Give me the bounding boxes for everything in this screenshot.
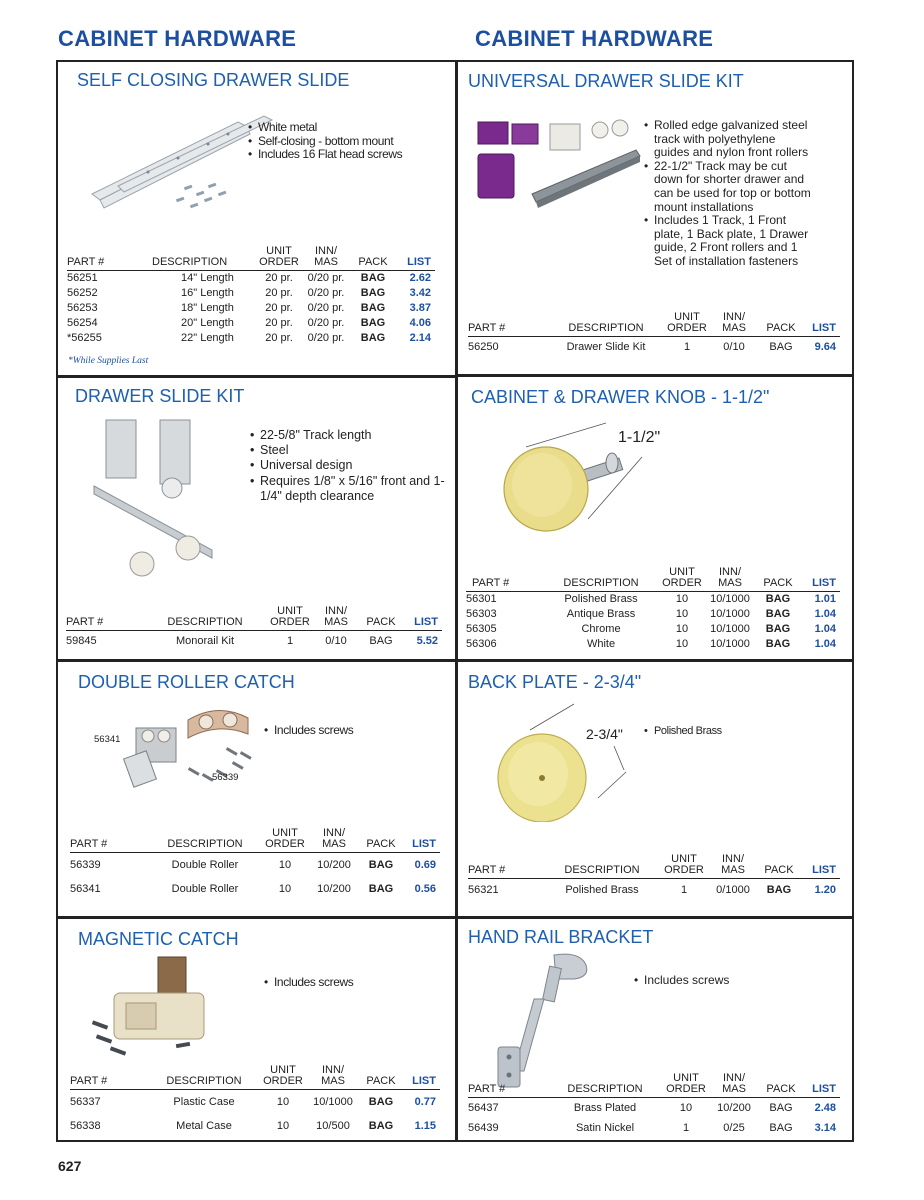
col-list: LIST [802, 312, 840, 337]
col-pack: PACK [760, 1073, 802, 1098]
col-list: LIST [800, 854, 840, 879]
col-unit-order: UNIT ORDER [268, 606, 312, 631]
product-table [468, 854, 840, 901]
col-list: LIST [395, 246, 435, 271]
col-part: PART # [67, 246, 147, 271]
panel-universal-drawer-slide-kit [458, 62, 852, 373]
panel-title: BACK PLATE - 2-3/4" [468, 672, 642, 692]
col-unit-order: UNIT ORDER [664, 1073, 708, 1098]
col-list: LIST [800, 567, 840, 592]
table-row: 59845 Monorail Kit 1 0/10 BAG 5.52 [66, 634, 438, 647]
feature-bullets [644, 725, 824, 739]
col-pack: PACK [760, 312, 802, 337]
callout-label: 56339 [212, 772, 239, 783]
dimension-label: 1-1/2" [618, 429, 661, 446]
table-row: 56341 Double Roller 10 10/200 BAG 0.56 [70, 882, 436, 895]
table-row: 56251 14" Length 20 pr. 0/20 pr. BAG 2.62 [67, 272, 431, 285]
col-inn-mas: INN/ MAS [306, 1065, 360, 1090]
col-pack: PACK [360, 1065, 402, 1090]
panel-title: MAGNETIC CATCH [78, 929, 239, 949]
dimension-label: 2-3/4" [586, 726, 623, 742]
magnetic-catch-image [86, 953, 256, 1063]
col-unit-order: UNIT ORDER [666, 312, 708, 337]
col-inn-mas: INN/ MAS [708, 312, 760, 337]
knob-image [502, 417, 672, 537]
col-list: LIST [802, 1073, 840, 1098]
table-row: 56337 Plastic Case 10 10/1000 BAG 0.77 [70, 1095, 436, 1108]
col-inn-mas: INN/ MAS [301, 246, 351, 271]
table-row: 56305 Chrome 10 10/1000 BAG 1.04 [466, 623, 836, 635]
col-pack: PACK [360, 828, 402, 853]
panel-cabinet-drawer-knob [458, 377, 852, 658]
panel-drawer-slide-kit [58, 378, 454, 658]
col-inn-mas: INN/ MAS [708, 1073, 760, 1098]
bullet-item: • Rolled edge galvanized steel track with polyethylene guides and nylon front rollers [644, 119, 814, 160]
col-part: PART # [70, 828, 148, 853]
col-unit-order: UNIT ORDER [660, 854, 708, 879]
col-pack: PACK [360, 606, 402, 631]
panel-double-roller-catch [58, 662, 454, 915]
panel-self-closing-drawer-slide [58, 62, 454, 374]
panel-title: UNIVERSAL DRAWER SLIDE KIT [468, 71, 744, 91]
table-row: 56252 16" Length 20 pr. 0/20 pr. BAG 3.42 [67, 287, 431, 299]
table-row: 56339 Double Roller 10 10/200 BAG 0.69 [70, 858, 436, 871]
callout-label: 56341 [94, 734, 121, 745]
back-plate-image [494, 702, 654, 822]
supply-note: *While Supplies Last [68, 356, 149, 366]
bullet-item: • Requires 1/8" x 5/16" front and 1-1/4" depth clearance [250, 474, 450, 504]
product-table [466, 567, 840, 652]
bullet-item: • Steel [250, 443, 450, 458]
col-unit-order: UNIT ORDER [260, 1065, 306, 1090]
bullet-item: • 22-1/2" Track may be cut down for shorter drawer and can be used for top or bottom mount installations [644, 160, 814, 214]
col-inn-mas: INN/ MAS [704, 567, 756, 592]
table-row: 56306 White 10 10/1000 BAG 1.04 [466, 638, 836, 650]
col-description: DESCRIPTION [542, 567, 660, 592]
table-row: *56255 22" Length 20 pr. 0/20 pr. BAG 2.14 [67, 332, 431, 344]
panel-title: CABINET & DRAWER KNOB - 1-1/2" [471, 387, 770, 407]
product-table [70, 828, 440, 901]
bullet-item: • Includes 1 Track, 1 Front plate, 1 Back plate, 1 Drawer guide, 2 Front rollers and 1 Set of installation fasteners [644, 214, 814, 268]
table-row: 56439 Satin Nickel 1 0/25 BAG 3.14 [468, 1121, 836, 1134]
feature-bullets [264, 724, 444, 738]
feature-bullets [644, 119, 814, 269]
table-row: 56301 Polished Brass 10 10/1000 BAG 1.01 [466, 593, 836, 606]
col-description: DESCRIPTION [142, 606, 268, 631]
roller-catch-image [108, 702, 278, 802]
col-description: DESCRIPTION [546, 1073, 664, 1098]
page-header-left: CABINET HARDWARE [58, 26, 297, 51]
col-description: DESCRIPTION [147, 246, 257, 271]
drawer-slide-kit-image [92, 414, 262, 584]
bullet-item: • Universal design [250, 458, 450, 473]
table-row: 56253 18" Length 20 pr. 0/20 pr. BAG 3.87 [67, 302, 431, 314]
col-description: DESCRIPTION [148, 828, 262, 853]
panel-title: SELF CLOSING DRAWER SLIDE [77, 70, 350, 90]
col-unit-order: UNIT ORDER [262, 828, 308, 853]
col-list: LIST [402, 606, 442, 631]
col-unit-order: UNIT ORDER [660, 567, 704, 592]
col-pack: PACK [758, 854, 800, 879]
col-part: PART # [468, 1073, 546, 1098]
col-list: LIST [402, 828, 440, 853]
panel-title: DOUBLE ROLLER CATCH [78, 672, 295, 692]
table-row: 56338 Metal Case 10 10/500 BAG 1.15 [70, 1119, 436, 1132]
col-list: LIST [402, 1065, 440, 1090]
product-table [468, 1073, 840, 1138]
product-table [70, 1065, 440, 1138]
feature-bullets [264, 976, 444, 990]
feature-bullets [634, 974, 834, 988]
col-inn-mas: INN/ MAS [308, 828, 360, 853]
col-part: PART # [468, 854, 544, 879]
table-row: 56321 Polished Brass 1 0/1000 BAG 1.20 [468, 883, 836, 896]
bullet-item: • Includes 16 Flat head screws [248, 148, 448, 162]
col-pack: PACK [756, 567, 800, 592]
bullet-item: • Polished Brass [644, 725, 824, 739]
col-description: DESCRIPTION [544, 854, 660, 879]
product-table [67, 246, 435, 346]
bullet-item: • 22-5/8" Track length [250, 428, 450, 443]
bullet-item: • Includes screws [264, 724, 444, 738]
bullet-item: • Includes screws [634, 974, 834, 988]
bullet-item: • Includes screws [264, 976, 444, 990]
col-pack: PACK [351, 246, 395, 271]
product-table [66, 606, 442, 651]
col-inn-mas: INN/ MAS [708, 854, 758, 879]
table-row: 56254 20" Length 20 pr. 0/20 pr. BAG 4.06 [67, 317, 431, 329]
col-description: DESCRIPTION [546, 312, 666, 337]
panel-magnetic-catch [58, 919, 454, 1140]
col-part: PART # [468, 312, 546, 337]
col-part: PART # [66, 606, 142, 631]
panel-hand-rail-bracket [458, 919, 852, 1140]
col-description: DESCRIPTION [148, 1065, 260, 1090]
col-unit-order: UNIT ORDER [257, 246, 301, 271]
table-row: 56250 Drawer Slide Kit 1 0/10 BAG 9.64 [468, 340, 836, 353]
table-row: 56303 Antique Brass 10 10/1000 BAG 1.04 [466, 608, 836, 620]
col-inn-mas: INN/ MAS [312, 606, 360, 631]
panel-back-plate [458, 662, 852, 915]
page-number: 627 [58, 1158, 82, 1174]
panel-title: HAND RAIL BRACKET [468, 927, 654, 947]
slide-kit-image [472, 114, 642, 214]
feature-bullets [248, 121, 448, 162]
product-table [468, 312, 840, 357]
feature-bullets [250, 428, 450, 504]
bullet-item: • Self-closing - bottom mount [248, 135, 448, 149]
page-header-right: CABINET HARDWARE [475, 26, 714, 51]
bullet-item: • White metal [248, 121, 448, 135]
panel-title: DRAWER SLIDE KIT [75, 386, 245, 406]
col-part: PART # [466, 567, 542, 592]
col-part: PART # [70, 1065, 148, 1090]
table-row: 56437 Brass Plated 10 10/200 BAG 2.48 [468, 1101, 836, 1114]
